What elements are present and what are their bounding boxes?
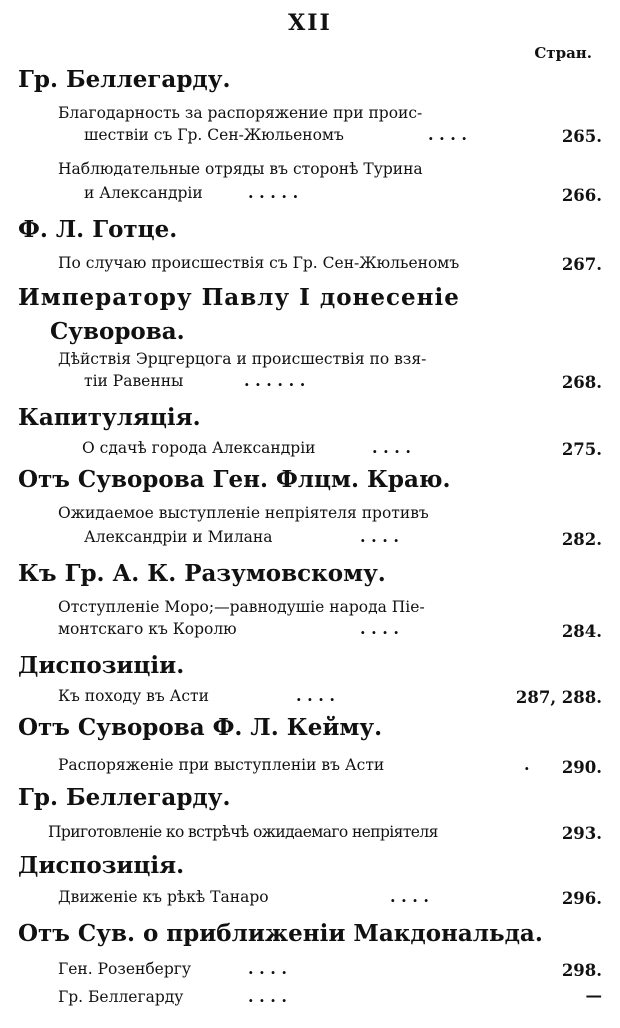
page-number: XII: [288, 10, 332, 36]
entry-item-line: Отступленіе Моро;—равнодушіе народа Піе-: [58, 598, 425, 616]
entry-heading: Къ Гр. А. К. Разумовскому.: [18, 560, 386, 587]
page-ref: 282.: [561, 530, 602, 549]
page-ref: 296.: [561, 889, 602, 908]
entry-heading: Отъ Суворова Ф. Л. Кейму.: [18, 714, 383, 741]
entry-item-line: Александріи и Милана: [84, 528, 273, 546]
entry-item-line: тіи Равенны: [84, 372, 184, 390]
page-ref: 293.: [561, 824, 602, 843]
page-ref: —: [585, 986, 602, 1005]
entry-item-line: Ген. Розенбергу: [58, 960, 192, 978]
page-ref: 290.: [561, 758, 602, 777]
leader-dots: . . . .: [248, 959, 287, 978]
entry-item-line: Ожидаемое выступленіе непріятеля противъ: [58, 504, 429, 522]
entry-heading: Ф. Л. Готце.: [18, 216, 178, 243]
entry-item-line: монтскаго къ Королю: [58, 620, 237, 638]
leader-dots: . . . .: [372, 438, 411, 457]
leader-dots: . . . .: [360, 527, 399, 546]
entry-item-line: Движеніе къ рѣкѣ Танаро: [58, 888, 269, 906]
page-ref: 267.: [561, 255, 602, 274]
leader-dots: . . . .: [360, 619, 399, 638]
entry-heading: Гр. Беллегарду.: [18, 784, 231, 811]
entry-item-line: и Александріи: [84, 184, 203, 202]
leader-dots: . . . . .: [248, 183, 299, 202]
entry-heading-continuation: Суворова.: [50, 318, 185, 345]
entry-item-line: Благодарность за распоряжение при проис-: [58, 104, 423, 122]
page-ref: 298.: [561, 961, 602, 980]
entry-item-line: Дѣйствія Эрцгерцога и происшествія по взя-: [58, 350, 427, 368]
page-ref: 266.: [561, 186, 602, 205]
leader-dots: .: [524, 755, 530, 774]
page-ref: 287, 288.: [515, 688, 602, 707]
page-ref: 284.: [561, 622, 602, 641]
entry-heading: Отъ Сув. о приближеніи Макдональда.: [18, 920, 543, 947]
leader-dots: . . . .: [428, 125, 467, 144]
entry-item-line: шествіи съ Гр. Сен-Жюльеномъ: [84, 126, 344, 144]
entry-item-line: О сдачѣ города Александріи: [82, 439, 316, 457]
leader-dots: . . . .: [248, 987, 287, 1006]
column-label: Стран.: [534, 44, 592, 62]
entry-item-line: Къ походу въ Асти: [58, 687, 209, 705]
page-ref: 268.: [561, 373, 602, 392]
entry-item-line: По случаю происшествія съ Гр. Сен-Жюльеномъ: [58, 254, 460, 272]
entry-item-line: Приготовленіе ко встрѣчѣ ожидаемаго непріятеля: [48, 823, 438, 841]
leader-dots: . . . .: [296, 686, 335, 705]
entry-heading: Диспозиціи.: [18, 652, 185, 679]
leader-dots: . . . . . .: [244, 371, 306, 390]
entry-heading: Диспозиція.: [18, 852, 185, 879]
entry-heading: Отъ Суворова Ген. Флцм. Краю.: [18, 466, 451, 493]
leader-dots: . . . .: [390, 887, 429, 906]
entry-item-line: Наблюдательные отряды въ сторонѣ Турина: [58, 160, 423, 178]
entry-heading: Гр. Беллегарду.: [18, 66, 231, 93]
page-ref: 265.: [561, 127, 602, 146]
entry-heading: Капитуляція.: [18, 404, 201, 431]
page-ref: 275.: [561, 440, 602, 459]
entry-heading: Императору Павлу I донесеніе: [18, 284, 460, 311]
entry-item-line: Распоряженіе при выступленіи въ Асти: [58, 756, 385, 774]
entry-item-line: Гр. Беллегарду: [58, 988, 184, 1006]
